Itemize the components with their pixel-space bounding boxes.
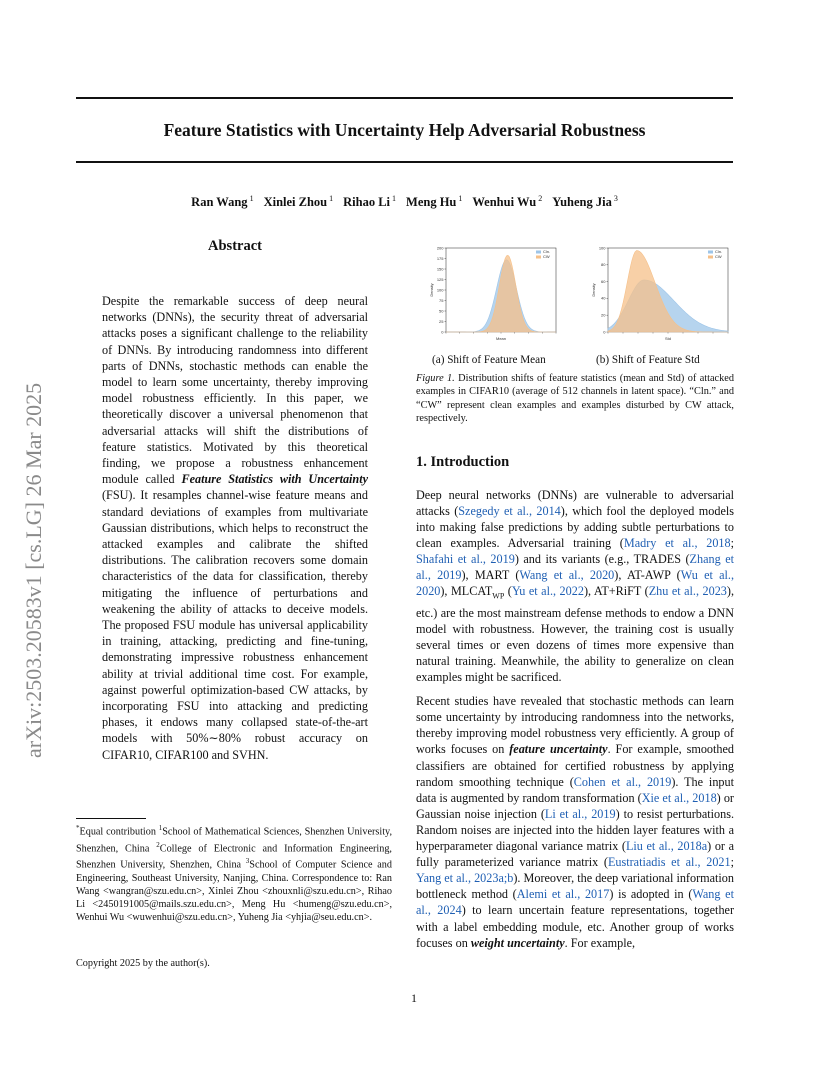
subcaption-a: (a) Shift of Feature Mean — [432, 354, 546, 366]
citation-link[interactable]: Cohen et al., 2019 — [573, 774, 672, 789]
abstract-part-1: Despite the remarkable success of deep neural networks (DNNs), the security threat of adversarial attacks poses a significant challenge to the reliability of DNNs. By introducing randomness into different parts of DNNs, stochastic methods can enable the model to learn some uncertainty, thereby improving model robustness efficiently. In this paper, we theoretically discover a universal phenomenon that adversarial attacks will shift the distributions of feature statistics. Motivated by this theoretical finding, we propose a robustness enhancement module called — [102, 294, 368, 487]
arxiv-id: arXiv:2503.20583v1 [cs.LG] 26 Mar 2025 — [22, 382, 46, 758]
y-tick-label: 150 — [436, 266, 444, 272]
y-axis-label: Density — [429, 283, 434, 297]
text-run: Deep neural networks (DNNs) are vulnerable to adversarial attacks ( — [416, 487, 734, 518]
author-name: Ran Wang — [191, 195, 248, 210]
legend-label: CW — [715, 254, 722, 259]
footnote-rule — [76, 818, 146, 819]
text-run: . For example, smoothed classifiers are obtained for certified robustness by applying random smoothing technique ( — [416, 742, 735, 789]
footnotes — [76, 822, 392, 925]
author-affiliation-mark: 1 — [327, 194, 334, 203]
citation-link[interactable]: Wu et al., 2020 — [416, 568, 734, 599]
author-affiliation-mark: 1 — [390, 194, 397, 203]
arxiv-stamp — [22, 283, 46, 758]
figure-caption — [416, 372, 734, 426]
author-list — [76, 191, 733, 210]
y-tick-label: 200 — [436, 245, 444, 251]
citation-link[interactable]: Yang et al., 2023a;b — [416, 871, 514, 886]
legend-label: Cln. — [715, 249, 723, 254]
author-affiliation-mark: 1 — [247, 194, 254, 203]
aff-mark-1: 1 — [158, 824, 163, 832]
text-run: ), AT+RiFT ( — [583, 584, 649, 599]
author-name: Rihao Li — [343, 195, 391, 210]
author-6 — [552, 195, 618, 209]
text-run: ) to learn uncertain feature representations, together with a label embedding module, etc. Another group of works focuses on — [416, 903, 735, 950]
citation-link[interactable]: Li et al., 2019 — [544, 806, 616, 821]
abstract-text — [102, 293, 368, 763]
text-run: ), AT-AWP ( — [614, 568, 681, 583]
text-run: ) or Gaussian noise injection ( — [416, 790, 734, 821]
title-rule-top — [76, 97, 733, 99]
abstract-heading: Abstract — [208, 238, 262, 254]
text-run: ; — [730, 535, 734, 550]
aff-mark-2: 2 — [156, 840, 160, 849]
author-2 — [264, 195, 334, 209]
y-tick-label: 100 — [436, 287, 444, 293]
module-name: Feature Statistics with Uncertainty — [181, 472, 369, 487]
text-run: ). Moreover, the deep variational information bottleneck method ( — [416, 871, 734, 902]
affiliation-3: School of Computer Science and Engineering, Southeast University, Nanjing, China. Correspondence to: Ran Wang <wangran@szu.edu.cn>, Xinlei Zhou <zhouxnli@szu.edu.cn>, Rihao Li <2450191005@mails.szu.edu.cn>, Meng Hu <humeng@szu.edu.cn>, Wenhui Wu <wuwenhui@szu.edu.cn>, Yuheng Jia <yhjia@seu.edu.cn>. — [76, 859, 392, 924]
y-tick-label: 175 — [436, 255, 444, 261]
intro-paragraph-1 — [416, 487, 734, 686]
y-tick-label: 60 — [601, 278, 606, 284]
citation-link[interactable]: Shafahi et al., 2019 — [416, 552, 515, 566]
text-run: . For example, — [564, 935, 636, 950]
citation-link[interactable]: Wang et al., 2020 — [519, 568, 615, 583]
y-tick-label: 0 — [441, 329, 444, 335]
author-5 — [472, 195, 542, 209]
copyright: Copyright 2025 by the author(s). — [76, 958, 210, 969]
right-column — [416, 236, 734, 959]
text-run: ), MART ( — [461, 568, 520, 583]
emphasis-term: feature uncertainty — [509, 742, 608, 757]
citation-link[interactable]: Liu et al., 2018a — [625, 839, 708, 854]
y-tick-label: 25 — [439, 318, 444, 324]
author-name: Yuheng Jia — [552, 195, 612, 210]
legend-swatch — [708, 251, 713, 254]
y-tick-label: 50 — [439, 308, 444, 314]
left-column — [102, 236, 368, 763]
text-run: ). The input data is augmented by random transformation ( — [416, 774, 734, 805]
author-name: Xinlei Zhou — [263, 195, 328, 210]
star-mark: * — [76, 824, 80, 832]
x-axis-label: Mean — [495, 336, 507, 341]
y-tick-label: 20 — [601, 312, 606, 318]
citation-link[interactable]: Wang et al., 2024 — [416, 887, 734, 918]
legend-label: Cln. — [543, 249, 551, 254]
subcaption-b: (b) Shift of Feature Std — [596, 354, 700, 366]
affiliation-1: School of Mathematical Sciences, Shenzhen University, Shenzhen, China — [76, 826, 392, 854]
author-3 — [343, 195, 396, 209]
author-affiliation-mark: 1 — [456, 194, 463, 203]
citation-link[interactable]: Zhu et al., 2023 — [648, 584, 727, 599]
figure-caption-text: Distribution shifts of feature statistics (mean and Std) of attacked examples in CIFAR10 (average of 512 channels in latent space). “Cln.” and “CW” represent clean examples and examples disturbed by CW attack, respectively. — [416, 373, 734, 425]
y-tick-label: 0 — [603, 329, 606, 335]
y-tick-label: 125 — [436, 276, 444, 282]
y-axis-label: Density — [591, 283, 596, 297]
author-name: Meng Hu — [406, 195, 457, 210]
abstract-part-2: (FSU). It resamples channel-wise feature means and standard deviations of examples from multivariate Gaussian distributions, which helps to reconstruct the attacked examples and calibrate the shifted distributions. The calibration recovers some domain characteristics of the data for classification, thereby mitigating the influence of perturbations and weakening the ability of attacks to deceive models. The proposed FSU module has universal applicability in training, attacking, predicting and fine-tuning, demonstrating impressive robustness enhancement ability at trivial additional time cost. For example, against powerful optimization-based CW attacks, by incorporating FSU into attacking and predicting phases, it endows many collapsed state-of-the-art models with 50%∼80% robust accuracy on CIFAR10, CIFAR100 and SVHN. — [102, 488, 368, 762]
y-tick-label: 80 — [601, 262, 606, 268]
paper-title: Feature Statistics with Uncertainty Help Adversarial Robustness — [163, 120, 646, 140]
citation-link[interactable]: Alemi et al., 2017 — [516, 887, 610, 902]
author-affiliation-mark: 2 — [536, 194, 543, 203]
figure-1 — [416, 236, 734, 354]
text-run: ), which fool the deployed models into making false predictions by adding subtle perturbations to clean examples. Adversarial training ( — [416, 503, 734, 550]
author-name: Wenhui Wu — [472, 195, 537, 210]
plot-feature-std — [578, 242, 734, 346]
text-run: ) is adopted in ( — [609, 887, 693, 902]
figure-label: Figure 1. — [416, 373, 455, 384]
chart-std — [578, 242, 734, 346]
emphasis-term: weight uncertainty — [470, 935, 565, 950]
citation-link[interactable]: Yu et al., 2022 — [511, 584, 584, 599]
legend-swatch — [536, 256, 541, 259]
text-run: ; — [730, 855, 734, 870]
intro-paragraph-2 — [416, 693, 734, 951]
citation-link[interactable]: Szegedy et al., 2014 — [458, 503, 561, 518]
citation-link[interactable]: Eustratiadis et al., 2021 — [607, 855, 731, 870]
plot-feature-mean — [416, 242, 562, 346]
text-run: ) to resist perturbations. Random noises are injected into the hidden layer features with a hyperparameter diagonal variance matrix ( — [416, 806, 735, 854]
affiliation-2: College of Electronic and Information Engineering, Shenzhen University, Shenzhen, China — [76, 842, 392, 871]
legend-swatch — [708, 256, 713, 259]
subcaptions — [416, 354, 734, 370]
citation-link[interactable]: Xie et al., 2018 — [641, 790, 717, 805]
text-run: ( — [504, 584, 512, 599]
series-area-cw — [608, 251, 728, 332]
text-run: ), etc.) are the most mainstream defense methods to endow a DNN model with robustness. However, the training cost is usually several times or even dozens of times more expensive than natural training. Meanwhile, the ability to generalize on clean examples might be sacrificed. — [416, 584, 734, 685]
y-tick-label: 100 — [598, 245, 606, 251]
legend-swatch — [536, 251, 541, 254]
y-tick-label: 75 — [439, 297, 444, 303]
x-axis-label: Std — [664, 336, 672, 341]
equal-contribution: Equal contribution — [79, 826, 159, 838]
text-run: ) or a fully parameterized variance matrix ( — [416, 839, 734, 870]
text-run: ), MLCAT — [440, 584, 493, 599]
chart-mean — [416, 242, 562, 346]
page-number: 1 — [411, 991, 417, 1005]
aff-mark-3: 3 — [245, 857, 250, 866]
title-rule-bottom — [76, 161, 733, 163]
y-tick-label: 40 — [601, 295, 606, 301]
author-4 — [406, 195, 462, 209]
series-area-cw — [446, 255, 556, 332]
author-1 — [191, 195, 253, 209]
author-affiliation-mark: 3 — [611, 194, 618, 203]
subscript: WP — [492, 591, 505, 601]
citation-link[interactable]: Zhang et al., 2019 — [416, 552, 734, 583]
text-run: ) and its variants (e.g., TRADES ( — [514, 552, 690, 566]
legend-label: CW — [543, 254, 550, 259]
citation-link[interactable]: Madry et al., 2018 — [623, 535, 731, 550]
text-run: Recent studies have revealed that stochastic methods can learn some uncertainty by introducing randomness into the networks, thereby improving model robustness very efficiently. A group of works focuses on — [416, 694, 734, 757]
intro-heading: 1. Introduction — [416, 453, 510, 470]
